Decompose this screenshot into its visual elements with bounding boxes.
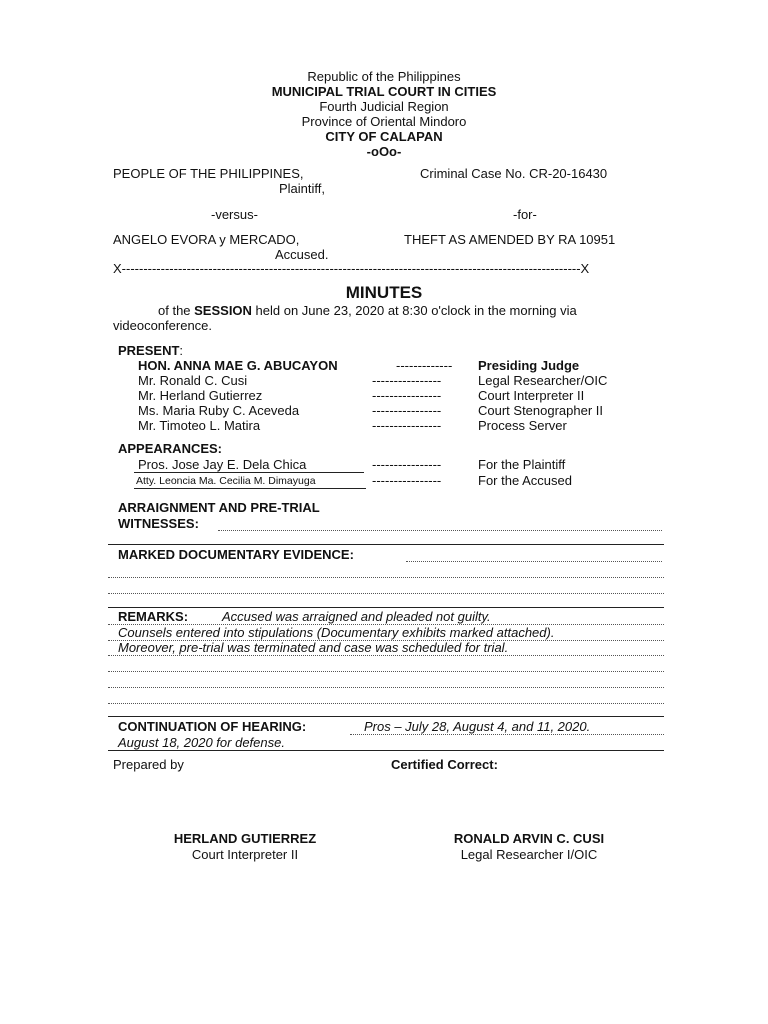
present-role: Court Stenographer II — [478, 403, 604, 418]
appearance-role: For the Plaintiff — [478, 457, 566, 472]
header-republic: Republic of the Philippines — [307, 69, 461, 84]
appearance-role: For the Accused — [478, 473, 572, 488]
present-heading — [118, 343, 183, 358]
present-role: Court Interpreter II — [478, 388, 585, 403]
remarks-label: REMARKS: — [118, 609, 189, 624]
header-court: MUNICIPAL TRIAL COURT IN CITIES — [271, 84, 497, 99]
for-label: -for- — [513, 207, 537, 222]
remarks-fill-line — [108, 687, 664, 688]
present-name: Mr. Timoteo L. Matira — [138, 418, 261, 433]
present-name: HON. ANNA MAE G. ABUCAYON — [138, 358, 338, 373]
continuation-fill-line — [350, 734, 664, 735]
present-dashes: ---------------- — [372, 388, 442, 403]
minutes-intro — [158, 303, 655, 318]
appearance-dashes: ---------------- — [372, 473, 442, 488]
plaintiff-role: Plaintiff, — [279, 181, 326, 196]
remarks-fill-line — [108, 655, 664, 656]
appearances-label: APPEARANCES: — [118, 441, 223, 456]
appearance-underline — [134, 472, 364, 473]
versus-label: -versus- — [211, 207, 258, 222]
header-city: CITY OF CALAPAN — [325, 129, 443, 144]
accused-name: ANGELO EVORA y MERCADO, — [113, 232, 300, 247]
intro-post: held on June 23, 2020 at 8:30 o'clock in the morning via — [251, 303, 577, 318]
present-dashes: ---------------- — [372, 418, 442, 433]
caption-separator: X----------------------------------------------------------------------------------------------------------X — [113, 261, 590, 276]
minutes-intro-line2: videoconference. — [113, 318, 213, 333]
present-dashes: ------------- — [396, 358, 453, 373]
remarks-line2: Counsels entered into stipulations (Documentary exhibits marked attached). — [118, 625, 555, 640]
appearance-name: Atty. Leoncia Ma. Cecilia M. Dimayuga — [136, 475, 316, 487]
intro-pre: of the — [158, 303, 195, 318]
section-rule — [108, 750, 664, 751]
present-name: Ms. Maria Ruby C. Aceveda — [138, 403, 300, 418]
preparer-title: Court Interpreter II — [191, 847, 299, 862]
appearance-dashes: ---------------- — [372, 457, 442, 472]
appearance-underline — [134, 488, 366, 489]
remarks-fill-line — [108, 671, 664, 672]
section-rule — [108, 607, 664, 608]
present-role: Legal Researcher/OIC — [478, 373, 608, 388]
certifier-name: RONALD ARVIN C. CUSI — [453, 831, 605, 846]
section-rule — [108, 544, 664, 545]
section-rule — [108, 716, 664, 717]
present-name: Mr. Ronald C. Cusi — [138, 373, 248, 388]
appearance-name: Pros. Jose Jay E. Dela Chica — [138, 457, 307, 472]
witnesses-fill-line — [218, 530, 662, 531]
continuation-line2: August 18, 2020 for defense. — [118, 735, 285, 750]
present-dashes: ---------------- — [372, 373, 442, 388]
remarks-line3: Moreover, pre-trial was terminated and case was scheduled for trial. — [118, 640, 509, 655]
evidence-label: MARKED DOCUMENTARY EVIDENCE: — [118, 547, 354, 562]
present-colon: : — [179, 343, 184, 358]
evidence-fill-line — [108, 577, 664, 578]
prepared-by-label: Prepared by — [113, 757, 184, 772]
evidence-fill-line — [406, 561, 662, 562]
plaintiff-name: PEOPLE OF THE PHILIPPINES, — [113, 166, 304, 181]
continuation-label: CONTINUATION OF HEARING: — [118, 719, 307, 734]
case-number: Criminal Case No. CR-20-16430 — [420, 166, 608, 181]
header-region: Fourth Judicial Region — [319, 99, 449, 114]
certified-correct-label: Certified Correct: — [391, 757, 498, 772]
evidence-fill-line — [108, 593, 664, 594]
arraignment-label: ARRAIGNMENT AND PRE-TRIAL — [118, 500, 320, 515]
present-dashes: ---------------- — [372, 403, 442, 418]
remarks-line1: Accused was arraigned and pleaded not guilty. — [222, 609, 491, 624]
present-role: Process Server — [478, 418, 567, 433]
preparer-name: HERLAND GUTIERREZ — [173, 831, 317, 846]
present-name: Mr. Herland Gutierrez — [138, 388, 263, 403]
certifier-title: Legal Researcher I/OIC — [460, 847, 598, 862]
remarks-fill-line — [108, 703, 664, 704]
present-label: PRESENT — [118, 343, 180, 358]
continuation-line1: Pros – July 28, August 4, and 11, 2020. — [364, 719, 591, 734]
header-province: Province of Oriental Mindoro — [301, 114, 467, 129]
minutes-title: MINUTES — [345, 283, 423, 302]
header-divider: -oOo- — [366, 144, 402, 159]
witnesses-label: WITNESSES: — [118, 516, 199, 531]
intro-session: SESSION — [194, 303, 252, 318]
present-role: Presiding Judge — [478, 358, 580, 373]
accused-role: Accused. — [275, 247, 329, 262]
offense: THEFT AS AMENDED BY RA 10951 — [404, 232, 616, 247]
